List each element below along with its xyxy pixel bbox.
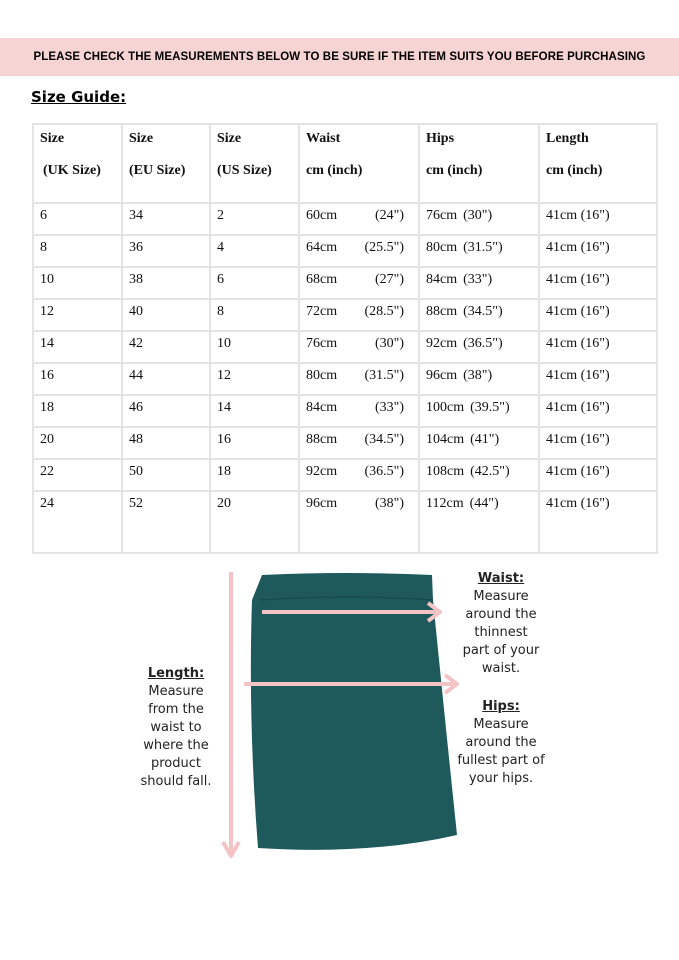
label-line: part of your	[462, 643, 540, 658]
label-line: Measure	[148, 684, 204, 699]
hips-cell	[419, 331, 539, 363]
waist-cell-cm: 80cm	[306, 368, 338, 383]
hips-cell-cm: 76cm	[426, 208, 458, 223]
waist-cell-cm: 96cm	[306, 496, 338, 511]
column-header-title: Waist	[306, 131, 341, 146]
table-row	[33, 363, 657, 395]
hips-cell	[419, 203, 539, 235]
us-size-cell: 12	[210, 363, 299, 395]
length-arrow	[223, 572, 239, 856]
table-body	[33, 203, 657, 553]
length-cell: 41cm (16")	[539, 459, 657, 491]
hips-cell	[419, 395, 539, 427]
length-cell: 41cm (16")	[539, 363, 657, 395]
hips-cell-inch: (31.5")	[463, 240, 503, 255]
size-guide-title: Size Guide:	[31, 88, 127, 106]
waist-cell-cm: 60cm	[306, 208, 338, 223]
hips-cell-inch: (44")	[469, 496, 499, 511]
us-size-cell: 2	[210, 203, 299, 235]
waist-cell-inch: (34.5")	[364, 432, 404, 447]
length-cell: 41cm (16")	[539, 299, 657, 331]
column-header	[210, 124, 299, 203]
length-cell: 41cm (16")	[539, 331, 657, 363]
column-header-unit: (EU Size)	[129, 163, 186, 178]
table-row	[33, 331, 657, 363]
column-header	[299, 124, 419, 203]
hips-cell	[419, 427, 539, 459]
hips-label-lines	[452, 716, 550, 788]
label-line: your hips.	[468, 771, 534, 786]
length-cell: 41cm (16")	[539, 395, 657, 427]
hips-cell-inch: (36.5")	[463, 336, 503, 351]
column-header-unit: cm (inch)	[546, 163, 603, 178]
hips-cell-cm: 108cm	[426, 464, 465, 479]
waist-cell-inch: (38")	[374, 496, 404, 511]
waist-cell-inch: (31.5")	[364, 368, 404, 383]
waist-cell	[299, 491, 419, 553]
waist-cell-cm: 76cm	[306, 336, 338, 351]
hips-cell-cm: 92cm	[426, 336, 458, 351]
label-line: product	[150, 756, 201, 771]
hips-cell-cm: 96cm	[426, 368, 458, 383]
label-line: waist.	[481, 661, 521, 676]
eu-size-cell: 40	[122, 299, 210, 331]
hips-cell-cm: 112cm	[426, 496, 464, 511]
column-header-unit: (UK Size)	[43, 163, 101, 178]
column-header-unit: cm (inch)	[306, 163, 363, 178]
hips-cell	[419, 459, 539, 491]
table-row	[33, 427, 657, 459]
hips-cell-inch: (34.5")	[463, 304, 503, 319]
eu-size-cell: 38	[122, 267, 210, 299]
notice-banner	[0, 38, 679, 76]
table-row	[33, 203, 657, 235]
us-size-cell: 14	[210, 395, 299, 427]
notice-text: PLEASE CHECK THE MEASUREMENTS BELOW TO BE SURE IF THE ITEM SUITS YOU BEFORE PURCHASING	[33, 51, 646, 63]
label-line: should fall.	[140, 774, 212, 789]
waist-cell-cm: 68cm	[306, 272, 338, 287]
label-line: where the	[143, 738, 209, 753]
waist-cell-inch: (36.5")	[364, 464, 404, 479]
uk-size-cell: 24	[33, 491, 122, 553]
label-line: around the	[465, 607, 537, 622]
hips-cell	[419, 235, 539, 267]
uk-size-cell: 8	[33, 235, 122, 267]
label-line: Measure	[473, 589, 529, 604]
eu-size-cell: 50	[122, 459, 210, 491]
waist-cell-inch: (30")	[374, 336, 404, 351]
waist-cell	[299, 331, 419, 363]
label-line: Measure	[473, 717, 529, 732]
hips-cell	[419, 363, 539, 395]
hips-label-title: Hips:	[482, 699, 520, 714]
column-header	[122, 124, 210, 203]
waist-cell-inch: (27")	[374, 272, 404, 287]
length-cell: 41cm (16")	[539, 203, 657, 235]
hips-cell-inch: (39.5")	[470, 400, 510, 415]
waist-cell	[299, 459, 419, 491]
hips-label	[452, 698, 550, 788]
column-header-unit: (US Size)	[217, 163, 272, 178]
hips-cell-cm: 104cm	[426, 432, 465, 447]
length-label	[130, 665, 222, 791]
waist-cell-cm: 84cm	[306, 400, 338, 415]
eu-size-cell: 44	[122, 363, 210, 395]
hips-cell-cm: 88cm	[426, 304, 458, 319]
skirt-illustration	[0, 550, 679, 880]
us-size-cell: 8	[210, 299, 299, 331]
table-row	[33, 235, 657, 267]
waist-cell-inch: (33")	[374, 400, 404, 415]
waist-cell	[299, 395, 419, 427]
waist-cell	[299, 363, 419, 395]
waist-cell	[299, 203, 419, 235]
waist-cell-cm: 72cm	[306, 304, 338, 319]
size-table	[32, 123, 658, 554]
waist-cell-inch: (28.5")	[364, 304, 404, 319]
table-row	[33, 491, 657, 553]
hips-cell-cm: 84cm	[426, 272, 458, 287]
eu-size-cell: 42	[122, 331, 210, 363]
uk-size-cell: 16	[33, 363, 122, 395]
column-header	[539, 124, 657, 203]
length-label-title: Length:	[147, 666, 205, 681]
hips-cell	[419, 299, 539, 331]
hips-cell-inch: (33")	[463, 272, 493, 287]
hips-cell-cm: 80cm	[426, 240, 458, 255]
uk-size-cell: 20	[33, 427, 122, 459]
waist-cell	[299, 299, 419, 331]
eu-size-cell: 46	[122, 395, 210, 427]
us-size-cell: 20	[210, 491, 299, 553]
waist-cell	[299, 427, 419, 459]
hips-cell	[419, 491, 539, 553]
skirt-shape	[251, 573, 457, 850]
waist-cell-cm: 92cm	[306, 464, 338, 479]
column-header-title: Size	[40, 131, 65, 146]
uk-size-cell: 18	[33, 395, 122, 427]
waist-cell-inch: (24")	[374, 208, 404, 223]
length-label-lines	[130, 683, 222, 791]
length-cell: 41cm (16")	[539, 491, 657, 553]
us-size-cell: 16	[210, 427, 299, 459]
waist-label-title: Waist:	[477, 571, 525, 586]
label-line: waist to	[150, 720, 202, 735]
hips-cell-cm: 100cm	[426, 400, 465, 415]
uk-size-cell: 6	[33, 203, 122, 235]
waist-cell-cm: 88cm	[306, 432, 338, 447]
us-size-cell: 10	[210, 331, 299, 363]
us-size-cell: 6	[210, 267, 299, 299]
eu-size-cell: 48	[122, 427, 210, 459]
uk-size-cell: 10	[33, 267, 122, 299]
label-line: fullest part of	[457, 753, 545, 768]
waist-cell-inch: (25.5")	[364, 240, 404, 255]
length-cell: 41cm (16")	[539, 267, 657, 299]
table-row	[33, 267, 657, 299]
table-row	[33, 299, 657, 331]
uk-size-cell: 14	[33, 331, 122, 363]
eu-size-cell: 52	[122, 491, 210, 553]
column-header-title: Size	[129, 131, 154, 146]
waist-cell-cm: 64cm	[306, 240, 338, 255]
us-size-cell: 4	[210, 235, 299, 267]
table-row	[33, 459, 657, 491]
column-header	[33, 124, 122, 203]
waist-cell	[299, 267, 419, 299]
waist-label-lines	[455, 588, 547, 678]
uk-size-cell: 22	[33, 459, 122, 491]
eu-size-cell: 36	[122, 235, 210, 267]
uk-size-cell: 12	[33, 299, 122, 331]
table-row	[33, 395, 657, 427]
label-line: from the	[148, 702, 204, 717]
column-header-title: Hips	[426, 131, 455, 146]
hips-cell-inch: (42.5")	[470, 464, 510, 479]
label-line: around the	[465, 735, 537, 750]
hips-cell	[419, 267, 539, 299]
hips-cell-inch: (38")	[463, 368, 493, 383]
us-size-cell: 18	[210, 459, 299, 491]
skirt-measurement-diagram	[0, 550, 679, 880]
column-header-title: Size	[217, 131, 242, 146]
label-line: thinnest	[474, 625, 528, 640]
waist-cell	[299, 235, 419, 267]
hips-cell-inch: (30")	[463, 208, 493, 223]
column-header-unit: cm (inch)	[426, 163, 483, 178]
column-header	[419, 124, 539, 203]
column-header-title: Length	[546, 131, 589, 146]
waist-label	[455, 570, 547, 678]
length-cell: 41cm (16")	[539, 235, 657, 267]
hips-cell-inch: (41")	[470, 432, 500, 447]
length-cell: 41cm (16")	[539, 427, 657, 459]
eu-size-cell: 34	[122, 203, 210, 235]
table-header-row	[33, 124, 657, 203]
